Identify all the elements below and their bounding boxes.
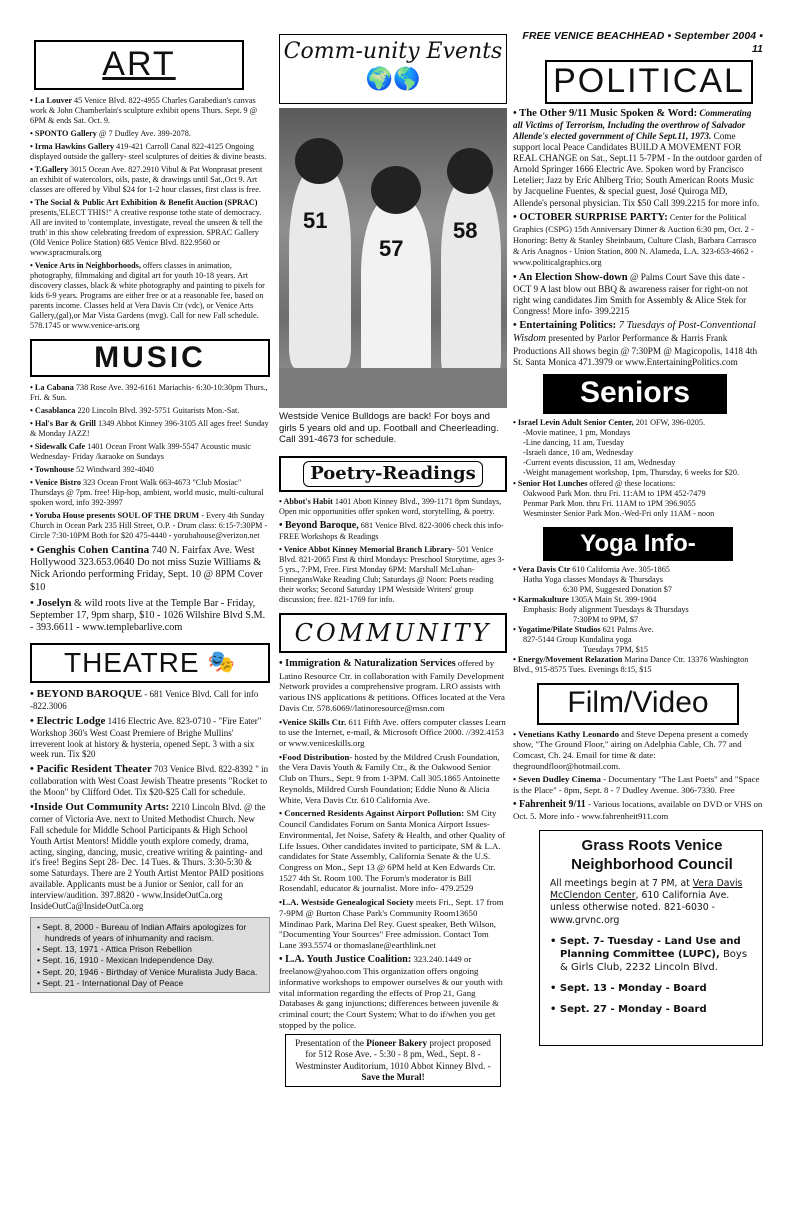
history-item: • Sept. 20, 1946 - Birthday of Venice Muralista Judy Baca. (37, 966, 258, 977)
council-subtitle: Neighborhood Council (571, 855, 733, 873)
political-item: • An Election Show-down @ Palms Court Save this date - OCT 9 A last blow out BBQ & awareness raiser for right-on not right wing candidates Jim Smith for Assembly & Alice Stek for Congress! More info- 399.2215 (513, 271, 749, 317)
seniors-line: Penmar Park Mon. thru Fri. 11AM to 1PM 396.9055 (523, 498, 696, 508)
history-dates-box (30, 917, 270, 993)
history-item: • Sept. 8, 2000 - Bureau of Indian Affairs apologizes for hundreds of years of inhumanity and racism. (37, 922, 247, 943)
film-item: • Seven Dudley Cinema - Documentary "The Last Poets" and "Space is the Place" - 8pm, Sept. 8 - 7 Dudley Avenue. 306-7330. Free (513, 774, 760, 796)
theatre-item: • BEYOND BAROQUE - 681 Venice Blvd. Call for info -822.3006 (30, 687, 259, 711)
community-item: •Venice Skills Ctr. 611 Fifth Ave. offers computer classes Learn to use the Internet, e-mail, & Microsoft Office 2000. //392.4153 or www.veniceskills.org (279, 716, 506, 749)
seniors-line: Wesminster Senior Park Mon.-Wed-Fri only 11AM - noon (523, 508, 715, 518)
music-item: • Joselyn & wild roots live at the Temple Bar - Friday, September 17, 9pm sharp, $10 - 1026 Wilshire Blvd S.M. - 393.6611 - www.templebarlive.com (30, 596, 266, 634)
seniors-list (513, 418, 763, 519)
music-item: • Sidewalk Cafe 1401 Ocean Front Walk 399-5547 Acoustic music Wednesday- Friday /karaoke on Sundays (30, 442, 252, 461)
yoga-line: Tuesdays 7PM, $15 (583, 644, 648, 654)
bulldogs-photo (279, 108, 507, 408)
community-header: COMMUNITY (279, 613, 507, 653)
seniors-item: • Israel Levin Adult Senior Center, 201 OFW, 396-0205. (513, 417, 706, 427)
pioneer-bakery-box: Presentation of the Pioneer Bakery project proposed for 512 Rose Ave. - 5:30 - 8 pm, Wed., Sept. 8 - Westminster Auditorium, 1010 Abbot Kinney Blvd. - Save the Mural! (285, 1034, 501, 1086)
theatre-item: • Electric Lodge 1416 Electric Ave. 823-0710 - "Fire Eater" Workshop 360's West Coast Premiere of Brighe Mullins' irreverent look at history & hysteria, opened Sept. 3 with a six week run. Tix $20 (30, 714, 262, 760)
music-item: • Casablanca 220 Lincoln Blvd. 392-5751 Guitarists Mon.-Sat. (30, 406, 240, 415)
yoga-item: • Vera Davis Ctr 610 California Ave. 305-1865 (513, 564, 670, 574)
community-item: • Immigration & Naturalization Services offered by Latino Resource Ctr. in collaboration with Family Development Network provides a comprehensive program. LRO assists with various INS applications & petitions. Offices located at the Vera Davis Ctr. 578.6069//latinoresource@msn.com (279, 658, 505, 713)
seniors-item: • Senior Hot Lunches offered @ these locations: (513, 478, 676, 488)
political-item: • OCTOBER SURPRISE PARTY: Center for the Political Graphics (CSPG) 15th Anniversary Dinner & Auction 6:30 pm, Oct. 2 - Honoring: Betty & Stanley Sheinbaum, Culture Clash, Barbara Carrasco & Aris Anagnos - Union Station, 800 N. Alameda, L.A. 323-653-4662 - www.politicalgraphics.org (513, 211, 757, 268)
jersey-number: 58 (453, 218, 478, 243)
art-item: • T.Gallery 3015 Ocean Ave. 827.2910 Vibul & Pat Wonprasat present an exhibit of watercolors, oils, paste, & drawings until Sat.,Oct 9. Art classes are offered by Vibul $24 for 1-2 hour classes, first class is free. (30, 165, 263, 194)
community-item: • Concerned Residents Against Airport Pollution: SM City Council Candidates Forum on Santa Monica Airport Issues-Environmental, Jet Noise, Safety & Health, and other Quality of Life Issues. Other candidates invited to participate, SM & L.A. candidates for State Assembly, California Senate & the U.S. Congress on Mon., Sept 13 @ 6PM held at Ken Edwards Ctr. 1527 4th St. Room 100. The Forum's moderator is Bill Rosendahl, educator & journalist. More info- 479.2529 (279, 808, 506, 894)
political-list (513, 108, 763, 368)
seniors-header: Seniors (543, 374, 727, 414)
film-item: • Fahrenheit 9/11 - Various locations, available on DVD or VHS on Oct. 5. More info - www.fahrenheit911.com (513, 798, 763, 822)
yoga-line: Hatha Yoga classes Mondays & Thursdays (523, 574, 663, 584)
community-events-title: Comm-unity Events (283, 39, 503, 64)
seniors-line: -Current events discussion, 11 am, Wednesday (523, 457, 676, 467)
poetry-item: • Beyond Baroque, 681 Venice Blvd. 822-3006 check this info- FREE Workshops & Readings (279, 520, 504, 542)
council-location-link: Vera Davis McClendon Center (550, 878, 743, 902)
film-header: Film/Video (537, 683, 739, 725)
art-item: • The Social & Public Art Exhibition & Benefit Auction (SPRAC) presents,'ELECT THIS!" A creative response tothe state of democracy. All are invited to 'contemplate, investigate, reveal the unseen & tell the truth' in this show celebrating freedom of expression. SPRAC Gallery (Old Venice Police Station) 685 Venice Blvd. 822.9560 or www.spracmurals.org (30, 198, 263, 257)
music-list (30, 383, 270, 635)
theatre-item: • Pacific Resident Theater 703 Venice Blvd. 822-8392 " in collaboration with West Coast Jewish Theatre presents "Rocket to the Moon" by Clifford Odet. Tix $20-$25 Call for schedule. (30, 763, 269, 798)
political-item: • Entertaining Politics: 7 Tuesdays of Post-Conventional Wisdom presented by Parlor Performance & Harris Frank Productions All shows begin @ 7:30PM @ Magicopolis, 1418 4th St. Santa Monica 471.3979 or www.EntertainingPolitics.com (513, 320, 758, 367)
jersey-number: 51 (303, 208, 328, 233)
seniors-line: -Movie matinee, 1 pm, Mondays (523, 427, 631, 437)
community-item: •L.A. Westside Genealogical Society meets Fri., Sept. 17 from 7-9PM @ Burton Chase Park's Community Room13650 Mindinao Park, Marina Del Rey. Guest speaker, Beth Wilson, "Documenting Your Sources" Free admission. Contact Tom Lane 393.5574 or thomaslane@earthlink.net (279, 897, 504, 950)
council-meeting: • Sept. 13 - Monday - Board (550, 982, 707, 994)
yoga-item: • Karmakulture 1305A Main St. 399-1904 (513, 594, 657, 604)
poetry-item: • Abbot's Habit 1401 Abott Kinney Blvd., 399-1171 8pm Sundays, Open mic opportunities offer spoken word, storytelling, & poetry. (279, 497, 502, 517)
seniors-line: Oakwood Park Mon. thru Fri. 11:AM to 1PM 452-7479 (523, 488, 706, 498)
art-item: • Irma Hawkins Gallery 419-421 Carroll Canal 822-4125 Ongoing displayed outside the gallery- steel sculptures of deities & divine beasts. (30, 142, 267, 161)
history-item: • Sept. 13, 1971 - Attica Prison Rebellion (37, 943, 192, 954)
neighborhood-council-box (539, 830, 763, 1046)
political-item: • The Other 9/11 Music Spoken & Word: Commerating all Victims of Terrorism, Including the overthrow of Salvador Allende's elected government of Chile Sept.11, 1973. Come support local Peace Candidates BUILD A MOVEMENT FOR REAL CHANGE on Sat., Sept.11 5-7PM - In the outdoor garden of Arnold Springer 1666 Electric Ave. Spoken word by Francisco Letelier; Jazz by Eric Ahlberg Trio; South American Roots Music by Jacqueline Fuentes, & special guest, José Quiroga MD, Allende's personal physician. Tix $50 Call 399.2215 for more info. (513, 107, 762, 208)
poetry-item: • Venice Abbot Kinney Memorial Branch Library- 501 Venice Blvd. 821-2065 First & third Mondays: Preschool Storytime, ages 3-5 yrs., 7:PM, Free. First Monday 6PM: Marshall McLuhan-FinnegansWake Reading Club; Saturdays @ Noon: Poets reading their works; Second Saturday 1PM Westside Writers' group discussion; free. 821-1769 for info. (279, 545, 505, 605)
seniors-line: -Weight management workshop, 1pm, Thursday, 6 weeks for $20. (523, 467, 740, 477)
middle-column (279, 0, 507, 1087)
music-item: • Townhouse 52 Windward 392-4040 (30, 465, 154, 474)
yoga-header: Yoga Info- (543, 527, 733, 561)
theatre-header: THEATRE 🎭 (30, 643, 270, 683)
left-column (30, 0, 270, 993)
poetry-list (279, 497, 507, 605)
council-meeting: • Sept. 7- Tuesday - Land Use and Planning Committee (LUPC), Boys & Girls Club, 2232 Lincoln Blvd. (550, 935, 748, 973)
music-item: • Yoruba House presents SOUL OF THE DRUM - Every 4th Sunday Church in Ocean Park 235 Hill Street, O.P. - Drum class: 6:15-7:30PM - Circle 7:30-10PM Both for $20 475-4440 - yorubahouse@verizon.net (30, 511, 268, 540)
council-description: All meetings begin at 7 PM, at Vera Davis McClendon Center, 610 California Ave. unless otherwise noted. 821-6030 - www.grvnc.org (550, 878, 743, 926)
yoga-line: 7:30PM to 9PM, $7 (573, 614, 639, 624)
right-column (513, 0, 763, 1046)
jersey-number: 57 (379, 236, 404, 261)
yoga-list (513, 565, 763, 675)
art-header: ART (34, 40, 244, 90)
yoga-line: Emphasis: Body alignment Tuesdays & Thursdays (523, 604, 689, 614)
seniors-line: -Line dancing, 11 am, Tuesday (523, 437, 625, 447)
art-item: • Venice Arts in Neighborhoods, offers classes in animation, photography, filmmaking and digital art for youth 10-18 years. Art discovery classes, black & white photography and painting to pixels for kids 6-9 years. Programs are either free or at a reasonable fee, based on parents income. Classes held at Vera Davis Ctr (vdc), or Venice Arts Gallery,(gal),or Mar Vista Gardens (mvg). Call for new Fall schedule. 578.1745 or www.venice-arts.org (30, 261, 265, 330)
art-item: • SPONTO Gallery @ 7 Dudley Ave. 399-2078. (30, 129, 191, 138)
film-item: • Venetians Kathy Leonardo and Steve Depena present a comedy show, "The Ground Floor," airing on Adelphia Cable, Ch. 77 and Comcast, Ch. 24. Email for time & date: thegroundfloor@hotmail.com. (513, 728, 749, 771)
political-header: POLITICAL (545, 60, 753, 104)
community-list (279, 658, 507, 1030)
history-item: • Sept. 21 - International Day of Peace (37, 977, 184, 988)
music-item: • Hal's Bar & Grill 1349 Abbot Kinney 396-3105 All ages free! Sunday & Monday JAZZ! (30, 419, 269, 438)
globe-icon: 🌍🌎 (365, 65, 421, 91)
music-item: • Venice Bistro 323 Ocean Front Walk 663-4673 "Club Mosiac" Thursdays @ 7pm. free! Hip-hop, ambient, world music, multi-cultural spoken word, info 392-3997 (30, 478, 264, 507)
art-item: • La Louver 45 Venice Blvd. 822-4955 Charles Garabedian's canvas work & John Chamberlain's sculpture exhibit opens Thurs. Sept. 9 @ 6PM & ends Sat. Oct. 9. (30, 96, 258, 125)
community-item: •Food Distribution- hosted by the Mildred Crush Foundation, the Vera Davis Youth & Family Ctr., & the Oakwood Senior Club on Thurs., Sept. 9 from 1-3PM. Call 305.1865 Antoinette Reynolds, Mildred Cursh Foundation; Eddie Nuno & Alicia White, Vera Davis Ctr. 610 California Ave. (279, 751, 500, 805)
council-meeting: • Sept. 27 - Monday - Board (550, 1003, 707, 1015)
seniors-line: -Israeli dance, 10 am, Wednesday (523, 447, 634, 457)
film-list (513, 729, 763, 822)
yoga-line: 827-5144 Group Kundalina yoga (523, 634, 632, 644)
yoga-item: • Yogatime/Pilate Studios 621 Palms Ave. (513, 624, 654, 634)
art-list (30, 96, 270, 331)
yoga-item: • Energy/Movement Relazation Marina Dance Ctr. 13376 Washington Blvd., 915-8575 Tues. Evenings 8:15, $15 (513, 654, 749, 674)
photo-caption: Westside Venice Bulldogs are back! For boys and girls 5 years old and up. Football and Cheerleading. Call 391-4673 for schedule. (279, 411, 499, 446)
community-item: • L.A. Youth Justice Coalition: 323.240.1449 or freelanow@yahoo.com This organization offers ongoing informative workshops to empower ourselves & our youth with vital information regarding the effects of Prop 21, Gang Databases & gang injunctions; differences between juvenile & criminal court; the Court System; What to do if/when you get stopped by the police. (279, 953, 503, 1030)
music-item: • Genghis Cohen Cantina 740 N. Fairfax Ave. West Hollywood 323.653.0640 Do not miss Suzie Williams & Nick Ariondo performing Friday, Sept. 10 @ 8PM Cover $10 (30, 544, 263, 593)
masthead: FREE VENICE BEACHHEAD • September 2004 • 11 (522, 30, 763, 55)
music-header: MUSIC (30, 339, 270, 377)
history-item: • Sept. 16, 1910 - Mexican Independence Day. (37, 955, 215, 966)
theatre-masks-icon: 🎭 (207, 649, 236, 675)
community-events-header (279, 34, 507, 104)
theatre-list (30, 688, 270, 912)
yoga-line: 6:30 PM, Suggested Donation $7 (563, 584, 672, 594)
council-title: Grass Roots Venice (581, 836, 723, 854)
music-item: • La Cabana 738 Rose Ave. 392-6161 Mariachis- 6:30-10:30pm Thurs., Fri. & Sun. (30, 383, 268, 402)
poetry-header: Poetry-Readings (279, 456, 507, 492)
theatre-item: •Inside Out Community Arts: 2210 Lincoln Blvd. @ the corner of Victoria Ave. next to United Methodist Church. New Fall schedule for Middle School Participants & High School Youth Artist Mentors! Middle youth explore comedy, drama, acting, singing, dancing, music, creative writing & painting- and it's free! Begins Sept 28- Dec. 14 Tues. & Thurs. 3:30-5:30 & some Saturdays. There are 2 Youth Artist Mentor PAID positions available. Applicants must be a Junior or Senior, call for an interview/audition. 397.8820 - www.InsideOutCa.org InsideOutCa@InsideOutCa.org (30, 800, 266, 911)
